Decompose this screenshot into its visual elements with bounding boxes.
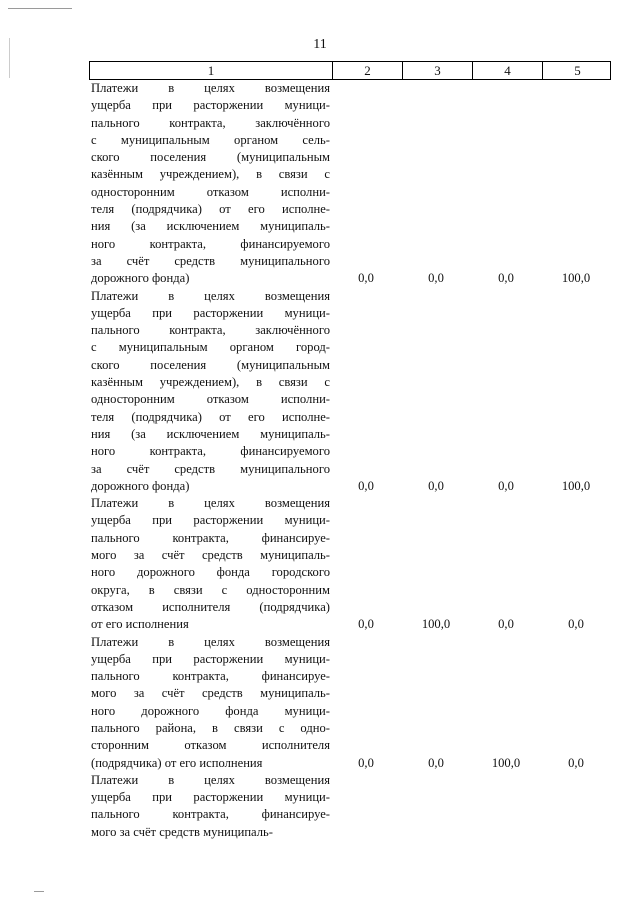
table-row bbox=[89, 634, 611, 772]
description-line: пального контракта, финансируе- bbox=[91, 530, 330, 545]
table-row bbox=[89, 495, 611, 633]
table-body bbox=[89, 80, 611, 841]
payment-description bbox=[89, 495, 331, 633]
description-line: теля (подрядчика) от его исполне- bbox=[91, 409, 330, 424]
table-row bbox=[89, 80, 611, 288]
description-line: ущерба при расторжении муници- bbox=[91, 513, 330, 528]
description-line: ного дорожного фонда городского bbox=[91, 565, 330, 580]
description-line: дорожного фонда) bbox=[91, 271, 190, 286]
table-row bbox=[89, 288, 611, 496]
description-line: казённым учреждением), в связи с bbox=[91, 375, 330, 390]
description-line: мого за счёт средств муниципаль- bbox=[91, 686, 330, 701]
value-col-3: 0,0 bbox=[428, 478, 444, 493]
scan-artifact-top-left bbox=[8, 8, 72, 9]
scan-artifact-bottom-left bbox=[34, 891, 44, 892]
description-line: пального контракта, финансируе- bbox=[91, 807, 330, 822]
description-line: ущерба при расторжении муници- bbox=[91, 651, 330, 666]
description-line: дорожного фонда) bbox=[91, 478, 190, 493]
payment-description bbox=[89, 80, 331, 288]
value-col-4: 100,0 bbox=[491, 755, 521, 770]
description-line: пального контракта, заключённого bbox=[91, 323, 330, 338]
table-row bbox=[89, 772, 611, 841]
value-col-5: 100,0 bbox=[561, 478, 591, 493]
value-col-2: 0,0 bbox=[358, 271, 374, 286]
value-col-4: 0,0 bbox=[498, 617, 514, 632]
value-col-2: 0,0 bbox=[358, 617, 374, 632]
description-line: с муниципальным органом сель- bbox=[91, 132, 330, 147]
description-line: (подрядчика) от его исполнения bbox=[91, 755, 263, 770]
column-header-4: 4 bbox=[472, 62, 542, 79]
column-header-1: 1 bbox=[207, 63, 215, 78]
payment-description bbox=[89, 772, 331, 841]
description-line: ния (за исключением муниципаль- bbox=[91, 426, 330, 441]
payment-description bbox=[89, 288, 331, 496]
description-line: односторонним отказом исполни- bbox=[91, 392, 330, 407]
description-line: за счёт средств муниципального bbox=[91, 253, 330, 268]
description-line: округа, в связи с односторонним bbox=[91, 582, 330, 597]
description-line: Платежи в целях возмещения bbox=[91, 772, 330, 787]
description-line: Платежи в целях возмещения bbox=[91, 496, 330, 511]
description-line: отказом исполнителя (подрядчика) bbox=[91, 599, 330, 614]
description-line: ния (за исключением муниципаль- bbox=[91, 219, 330, 234]
description-line: ского поселения (муниципальным bbox=[91, 150, 330, 165]
description-line: мого за счёт средств муниципаль- bbox=[91, 548, 330, 563]
description-line: ущерба при расторжении муници- bbox=[91, 790, 330, 805]
description-line: ного дорожного фонда муници- bbox=[91, 703, 330, 718]
description-line: ного контракта, финансируемого bbox=[91, 444, 330, 459]
value-col-2: 0,0 bbox=[358, 478, 374, 493]
description-line: за счёт средств муниципального bbox=[91, 461, 330, 476]
value-col-5: 100,0 bbox=[561, 271, 591, 286]
description-line: Платежи в целях возмещения bbox=[91, 288, 330, 303]
description-line: теля (подрядчика) от его исполне- bbox=[91, 202, 330, 217]
value-col-3: 0,0 bbox=[428, 755, 444, 770]
description-line: с муниципальным органом город- bbox=[91, 340, 330, 355]
budget-table bbox=[89, 61, 611, 841]
description-line: односторонним отказом исполни- bbox=[91, 184, 330, 199]
description-line: ущерба при расторжении муници- bbox=[91, 305, 330, 320]
description-line: казённым учреждением), в связи с bbox=[91, 167, 330, 182]
value-col-2: 0,0 bbox=[358, 755, 374, 770]
description-line: Платежи в целях возмещения bbox=[91, 634, 330, 649]
description-line: пального контракта, финансируе- bbox=[91, 669, 330, 684]
description-line: мого за счёт средств муниципаль- bbox=[91, 824, 273, 839]
page-number: 11 bbox=[313, 37, 327, 52]
value-col-4: 0,0 bbox=[498, 478, 514, 493]
description-line: ущерба при расторжении муници- bbox=[91, 98, 330, 113]
table-header-row bbox=[89, 61, 611, 80]
value-col-3: 100,0 bbox=[421, 617, 451, 632]
value-col-5: 0,0 bbox=[568, 755, 584, 770]
description-line: ного контракта, финансируемого bbox=[91, 236, 330, 251]
column-header-3: 3 bbox=[402, 62, 472, 79]
description-line: пального контракта, заключённого bbox=[91, 115, 330, 130]
description-line: ского поселения (муниципальным bbox=[91, 357, 330, 372]
value-col-4: 0,0 bbox=[498, 271, 514, 286]
description-line: пального района, в связи с одно- bbox=[91, 720, 330, 735]
description-line: Платежи в целях возмещения bbox=[91, 81, 330, 95]
value-col-3: 0,0 bbox=[428, 271, 444, 286]
payment-description bbox=[89, 634, 331, 772]
description-line: от его исполнения bbox=[91, 617, 189, 632]
value-col-5: 0,0 bbox=[568, 617, 584, 632]
column-header-2: 2 bbox=[332, 62, 402, 79]
column-header-5: 5 bbox=[542, 62, 612, 79]
description-line: сторонним отказом исполнителя bbox=[91, 738, 330, 753]
